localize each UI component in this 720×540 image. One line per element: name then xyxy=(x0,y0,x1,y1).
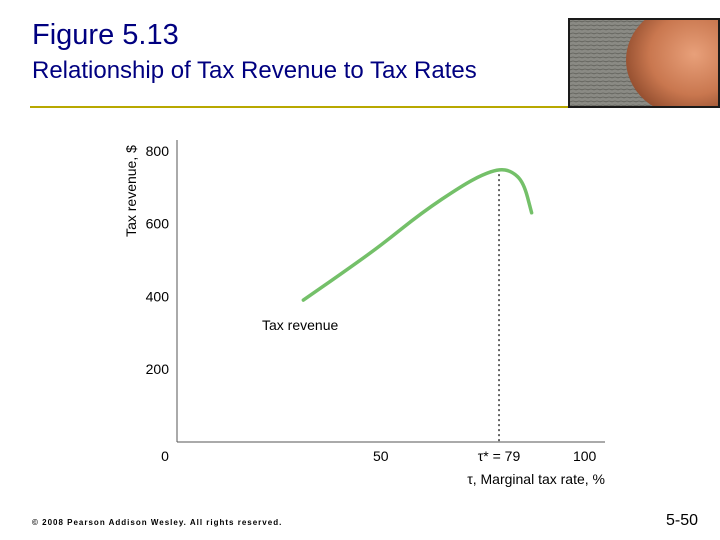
y-axis-title: Tax revenue, $ xyxy=(123,145,139,237)
tax-revenue-curve xyxy=(303,170,531,300)
copyright-footer: © 2008 Pearson Addison Wesley. All rights reserved. xyxy=(32,518,283,527)
slide-title: Figure 5.13 xyxy=(32,19,179,51)
x-tick-label: 50 xyxy=(373,448,389,464)
origin-tick-label: 0 xyxy=(161,448,169,464)
series-label-tax-revenue: Tax revenue xyxy=(262,317,339,334)
x-axis-title: τ, Marginal tax rate, % xyxy=(467,471,605,487)
x-tick-label: 100 xyxy=(572,448,597,464)
page-number: 5-50 xyxy=(666,512,699,529)
y-tick-label: 600 xyxy=(145,215,169,232)
tau-star-label: τ* = 79 xyxy=(477,448,521,464)
y-tick-label: 200 xyxy=(145,361,169,378)
y-tick-label: 400 xyxy=(145,288,169,305)
slide-subtitle: Relationship of Tax Revenue to Tax Rates xyxy=(32,57,477,84)
y-tick-label: 800 xyxy=(145,142,169,159)
